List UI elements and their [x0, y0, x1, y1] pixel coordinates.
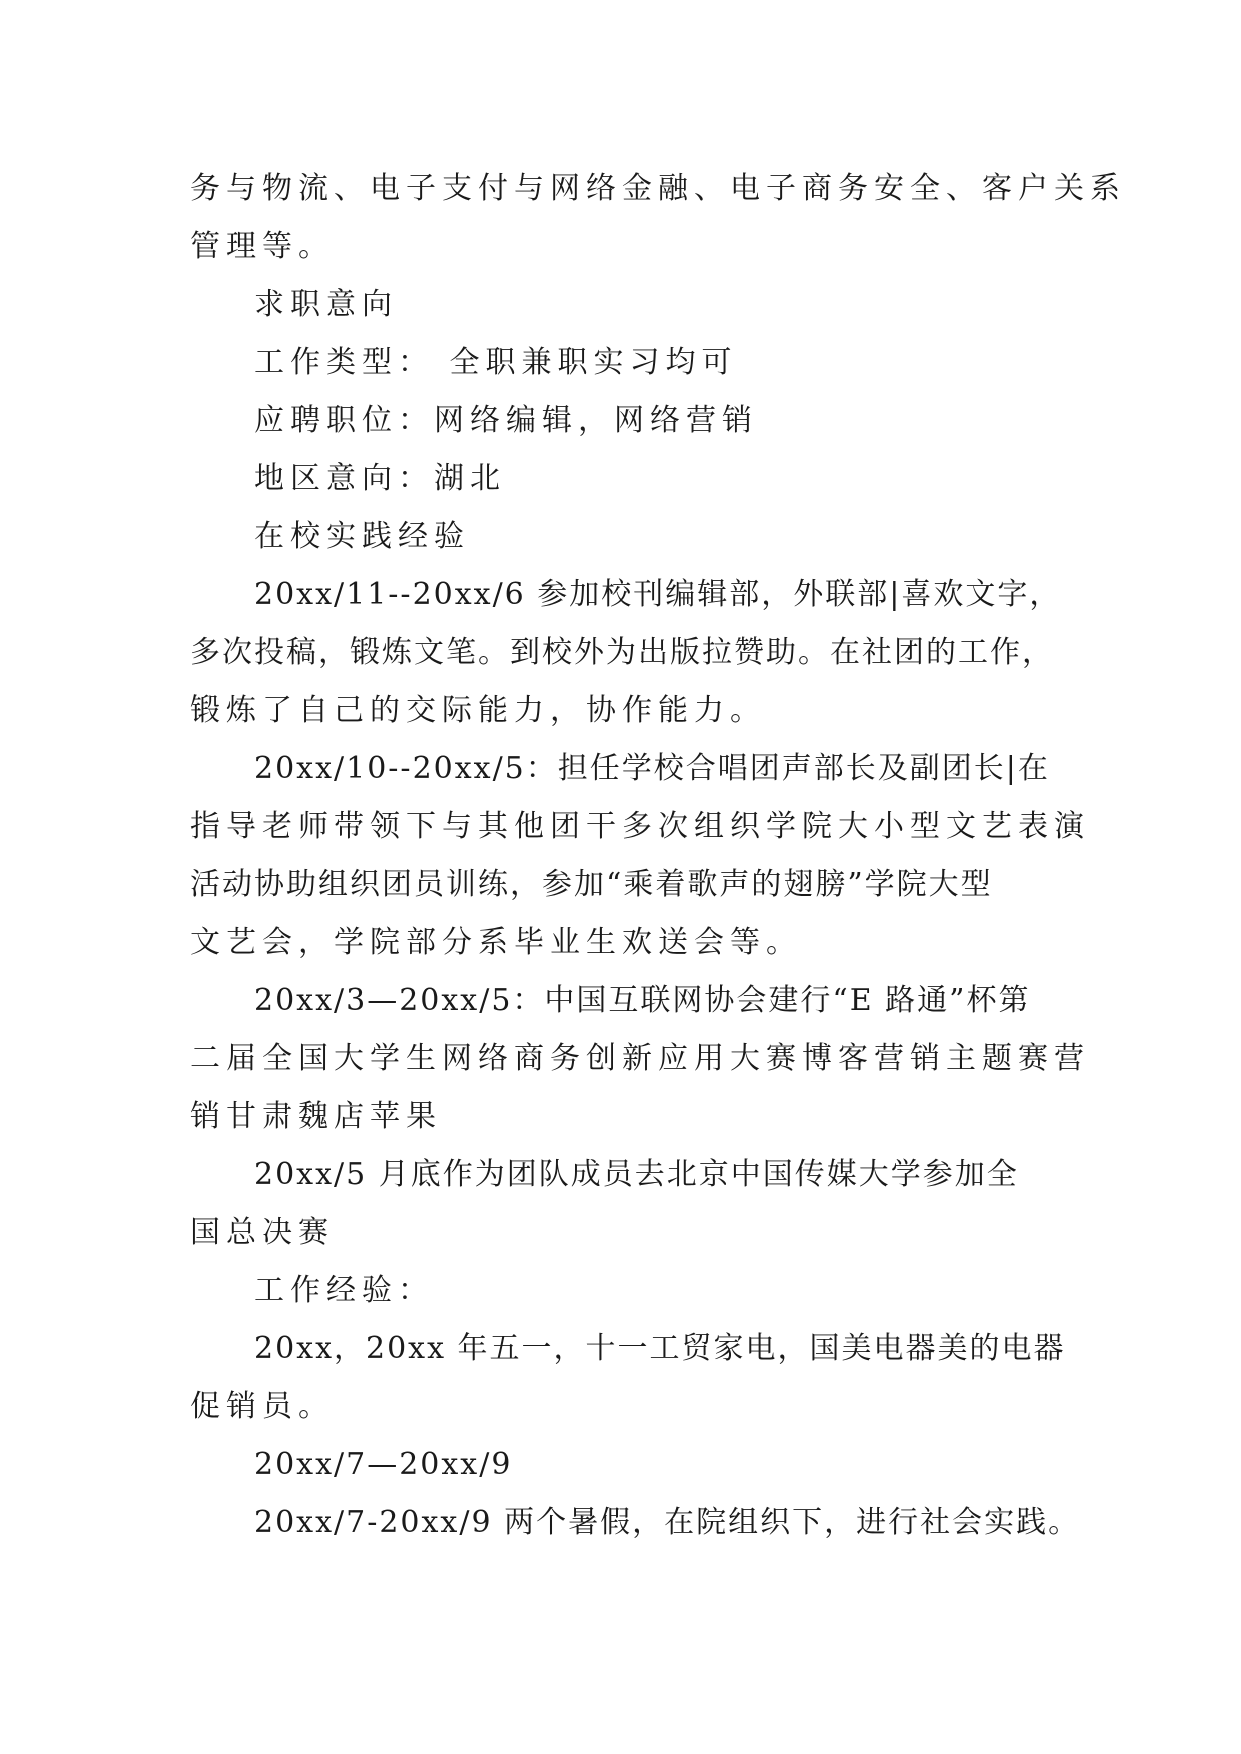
text-line-12: 指导老师带领下与其他团干多次组织学院大小型文艺表演: [190, 809, 1090, 844]
document-body: [190, 160, 1126, 1552]
text-line-22: 促销员。: [190, 1389, 334, 1424]
text-line-8: 20xx/11--20xx/6 参加校刊编辑部，外联部|喜欢文字，: [254, 577, 1062, 612]
text-line-11: 20xx/10--20xx/5：担任学校合唱团声部长及副团长|在: [254, 751, 1050, 786]
text-line-position: 应聘职位：网络编辑，网络营销: [254, 403, 758, 438]
text-line-region: 地区意向：湖北: [254, 461, 506, 496]
section-heading-job-intention: 求职意向: [254, 287, 398, 322]
section-heading-campus-practice: 在校实践经验: [254, 519, 470, 554]
text-line-16: 二届全国大学生网络商务创新应用大赛博客营销主题赛营: [190, 1041, 1090, 1076]
text-line-13: 活动协助组织团员训练，参加“乘着歌声的翅膀”学院大型: [190, 867, 993, 902]
text-line-9: 多次投稿，锻炼文笔。到校外为出版拉赞助。在社团的工作，: [190, 635, 1054, 670]
text-line-job-type: 工作类型： 全职兼职实习均可: [254, 345, 738, 380]
text-line-19: 国总决赛: [190, 1215, 334, 1250]
text-line-14: 文艺会，学院部分系毕业生欢送会等。: [190, 925, 802, 960]
text-line-21: 20xx，20xx 年五一，十一工贸家电，国美电器美的电器: [254, 1331, 1066, 1366]
text-line-17: 销甘肃魏店苹果: [190, 1099, 442, 1134]
text-line-10: 锻炼了自己的交际能力，协作能力。: [190, 693, 766, 728]
section-heading-work-experience: 工作经验：: [254, 1273, 434, 1308]
text-line-1: 务与物流、电子支付与网络金融、电子商务安全、客户关系: [190, 171, 1126, 206]
text-line-24: 20xx/7-20xx/9 两个暑假，在院组织下，进行社会实践。: [254, 1505, 1081, 1540]
text-line-18: 20xx/5 月底作为团队成员去北京中国传媒大学参加全: [254, 1157, 1019, 1192]
text-line-23: 20xx/7—20xx/9: [254, 1447, 513, 1482]
text-line-2: 管理等。: [190, 229, 334, 264]
text-line-15: 20xx/3—20xx/5：中国互联网协会建行“E 路通”杯第: [254, 983, 1031, 1018]
